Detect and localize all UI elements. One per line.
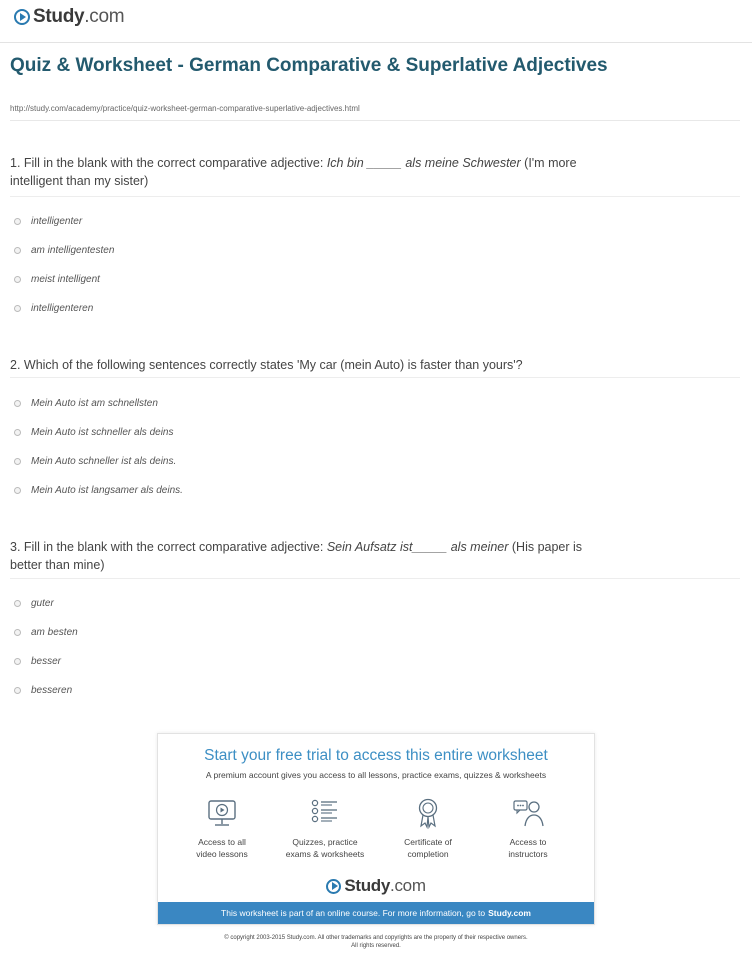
feature-label: Quizzes, practice exams & worksheets	[285, 837, 365, 859]
study-link[interactable]: Study.com	[488, 908, 531, 918]
question-1-rule	[10, 196, 740, 197]
radio-button[interactable]	[14, 487, 21, 494]
promo-study-logo[interactable]	[158, 876, 594, 896]
promo-title[interactable]: Start your free trial to access this entire worksheet	[204, 747, 548, 764]
choice-label: intelligenteren	[31, 303, 94, 314]
choice-label: Mein Auto schneller ist als deins.	[31, 456, 177, 467]
instructor-icon	[511, 796, 545, 830]
copyright	[0, 934, 752, 950]
play-circle-icon	[326, 879, 341, 894]
question-1-suffix: (I'm more intelligent than my sister)	[10, 156, 577, 188]
page-url: http://study.com/academy/practice/quiz-worksheet-german-comparative-superlative-adjectives.html	[10, 104, 360, 113]
radio-button[interactable]	[14, 305, 21, 312]
q1-choice-3[interactable]	[14, 274, 100, 285]
q1-choice-4[interactable]	[14, 303, 93, 314]
choice-label: meist intelligent	[31, 274, 100, 285]
q2-choice-4[interactable]	[14, 485, 183, 496]
radio-button[interactable]	[14, 276, 21, 283]
choice-label: Mein Auto ist schneller als deins	[31, 427, 174, 438]
radio-button[interactable]	[14, 600, 21, 607]
question-3-suffix: (His paper is better than mine)	[10, 540, 583, 572]
q1-choice-2[interactable]	[14, 245, 114, 256]
q3-choice-2[interactable]	[14, 627, 78, 638]
free-trial-promo	[157, 733, 595, 925]
choice-label: Mein Auto ist am schnellsten	[31, 398, 158, 409]
q1-choice-1[interactable]	[14, 216, 82, 227]
brand-name: Study.com	[344, 876, 426, 895]
question-1-prefix: 1. Fill in the blank with the correct comparative adjective:	[10, 156, 327, 170]
title-divider	[10, 120, 740, 121]
play-circle-icon	[14, 9, 30, 25]
quiz-list-icon	[308, 796, 342, 830]
choice-label: am besten	[31, 627, 78, 638]
brand-name: Study.com	[33, 6, 125, 27]
q2-choice-1[interactable]	[14, 398, 158, 409]
question-3-italic: Sein Aufsatz ist_____ als meiner	[326, 540, 509, 554]
copyright-line-1: © copyright 2003-2015 Study.com. All other trademarks and copyrights are the property of their respective owners.	[224, 935, 528, 941]
choice-label: Mein Auto ist langsamer als deins.	[31, 485, 183, 496]
radio-button[interactable]	[14, 429, 21, 436]
q3-choice-4[interactable]	[14, 685, 72, 696]
q2-choice-3[interactable]	[14, 456, 176, 467]
question-1-italic: Ich bin _____ als meine Schwester	[326, 156, 521, 170]
q2-choice-2[interactable]	[14, 427, 173, 438]
radio-button[interactable]	[14, 218, 21, 225]
promo-subtitle: A premium account gives you access to all lessons, practice exams, quizzes & worksheets	[205, 770, 547, 780]
radio-button[interactable]	[14, 400, 21, 407]
feature-quizzes	[275, 796, 375, 860]
radio-button[interactable]	[14, 247, 21, 254]
page-title: Quiz & Worksheet - German Comparative & Superlative Adjectives	[10, 55, 608, 76]
feature-certificate	[378, 796, 478, 860]
radio-button[interactable]	[14, 629, 21, 636]
question-3-prefix: 3. Fill in the blank with the correct comparative adjective:	[10, 540, 327, 554]
course-info-bar	[158, 902, 594, 924]
video-lessons-icon	[205, 796, 239, 830]
q3-choice-3[interactable]	[14, 656, 61, 667]
certificate-icon	[411, 796, 445, 830]
study-logo[interactable]	[14, 6, 124, 28]
question-2-rule	[10, 377, 740, 378]
feature-label: Access to instructors	[508, 837, 548, 859]
feature-video-lessons	[172, 796, 272, 860]
q3-choice-1[interactable]	[14, 598, 54, 609]
choice-label: intelligenter	[31, 216, 83, 227]
radio-button[interactable]	[14, 687, 21, 694]
choice-label: besser	[31, 656, 62, 667]
question-3	[10, 538, 610, 574]
course-info-text: This worksheet is part of an online course. For more information, go to	[221, 908, 486, 918]
choice-label: besseren	[31, 685, 73, 696]
feature-instructors	[478, 796, 578, 860]
radio-button[interactable]	[14, 658, 21, 665]
header-divider	[0, 42, 752, 43]
choice-label: guter	[31, 598, 54, 609]
feature-label: Certificate of completion	[404, 837, 452, 859]
question-2-prefix: 2. Which of the following sentences correctly states 'My car (mein Auto) is faster than yours'?	[10, 358, 523, 372]
feature-label: Access to all video lessons	[196, 837, 248, 859]
copyright-line-2: All rights reserved.	[351, 943, 401, 949]
question-3-rule	[10, 578, 740, 579]
question-2	[10, 356, 730, 374]
choice-label: am intelligentesten	[31, 245, 115, 256]
radio-button[interactable]	[14, 458, 21, 465]
question-1	[10, 154, 610, 190]
